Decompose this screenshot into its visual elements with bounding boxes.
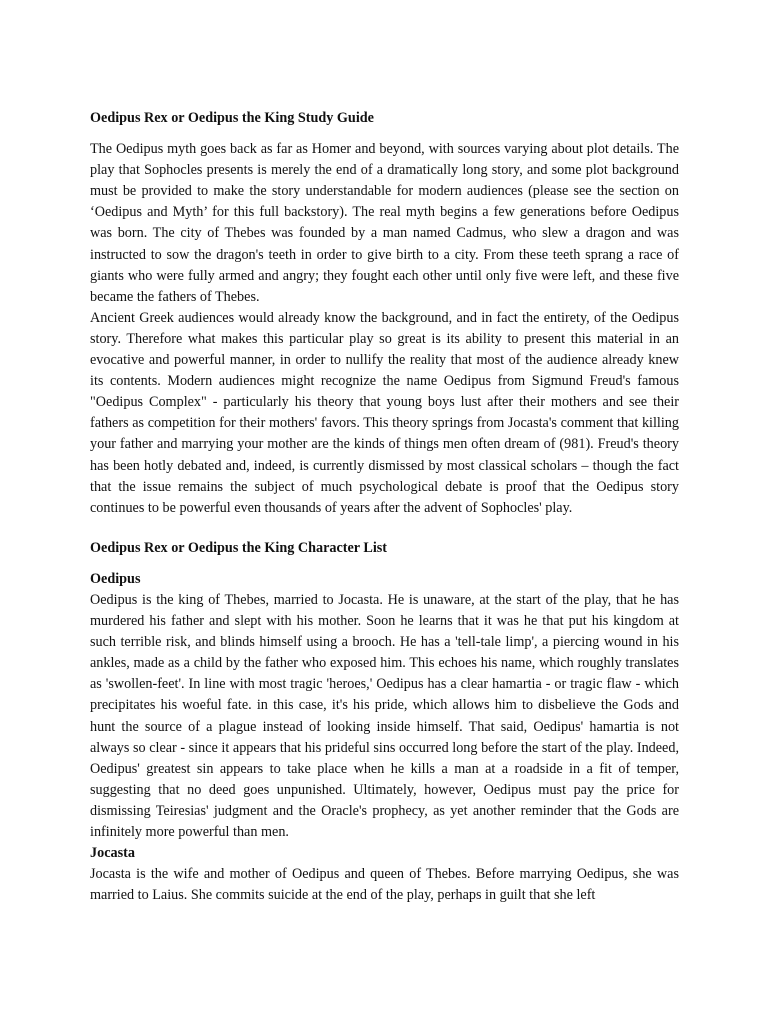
document-page <box>90 108 679 906</box>
intro-paragraph: The Oedipus myth goes back as far as Homer and beyond, with sources varying about plot details. The play that Sophocles presents is merely the end of a dramatically long story, and some plot background must be provided to make the story understandable for modern audiences (please see the section on ‘Oedipus and Myth’ for this full backstory). The real myth begins a few generations before Oedipus was born. The city of Thebes was founded by a man named Cadmus, who slew a dragon and was instructed to sow the dragon's teeth in order to give birth to a city. From these teeth sprang a race of giants who were fully armed and angry; they fought each other until only five were left, and these five became the fathers of Thebes. <box>90 141 679 305</box>
character-name: Jocasta <box>90 845 135 862</box>
character-description: Jocasta is the wife and mother of Oedipus and queen of Thebes. Before marrying Oedipus, she was married to Laius. She commits suicide at the end of the play, perhaps in guilt that she left <box>90 866 679 904</box>
document-title: Oedipus Rex or Oedipus the King Study Guide <box>90 110 374 126</box>
character-name: Oedipus <box>90 570 141 587</box>
character-list-title: Oedipus Rex or Oedipus the King Character List <box>90 539 388 556</box>
character-entry-oedipus <box>90 569 679 843</box>
character-description: Oedipus is the king of Thebes, married to Jocasta. He is unaware, at the start of the play, that he has murdered his father and slept with his mother. Soon he learns that it was he that put his kingdom at such terrible risk, and blinds himself using a brooch. He has a 'tell-tale limp', a piercing wound in his ankles, made as a child by the father who exposed him. This echoes his name, which roughly translates as 'swollen-feet'. In line with most tragic 'heroes,' Oedipus has a clear hamartia - or tragic flaw - which precipitates his woeful fate. in this case, it's his pride, which allows him to disbelieve the Gods and hunt the source of a plague instead of looking inside himself. That said, Oedipus' hamartia is not always so clear - since it appears that his prideful sins occurred long before the start of the play. Indeed, Oedipus' greatest sin appears to take place when he kills a man at a roadside in a fit of temper, suggesting that no deed goes unpunished. Ultimately, however, Oedipus must pay the price for dismissing Teiresias' judgment and the Oracle's prophecy, as yet another reminder that the Gods are infinitely more powerful than men. <box>90 591 679 840</box>
intro-paragraph: Ancient Greek audiences would already know the background, and in fact the entirety, of the Oedipus story. Therefore what makes this particular play so great is its ability to present this material in an evocative and powerful manner, in order to nullify the reality that most of the audience already knew its contents. Modern audiences might recognize the name Oedipus from Sigmund Freud's famous "Oedipus Complex" - particularly his theory that young boys lust after their mothers and see their fathers as competition for their mothers' favors. This theory springs from Jocasta's comment that killing your father and marrying your mother are the kinds of things men often dream of (981). Freud's theory has been hotly debated and, indeed, is currently dismissed by most classical scholars – though the fact that the issue remains the subject of much psychological debate is proof that the Oedipus story continues to be powerful even thousands of years after the advent of Sophocles' play. <box>90 309 679 516</box>
character-entry-jocasta <box>90 843 679 906</box>
